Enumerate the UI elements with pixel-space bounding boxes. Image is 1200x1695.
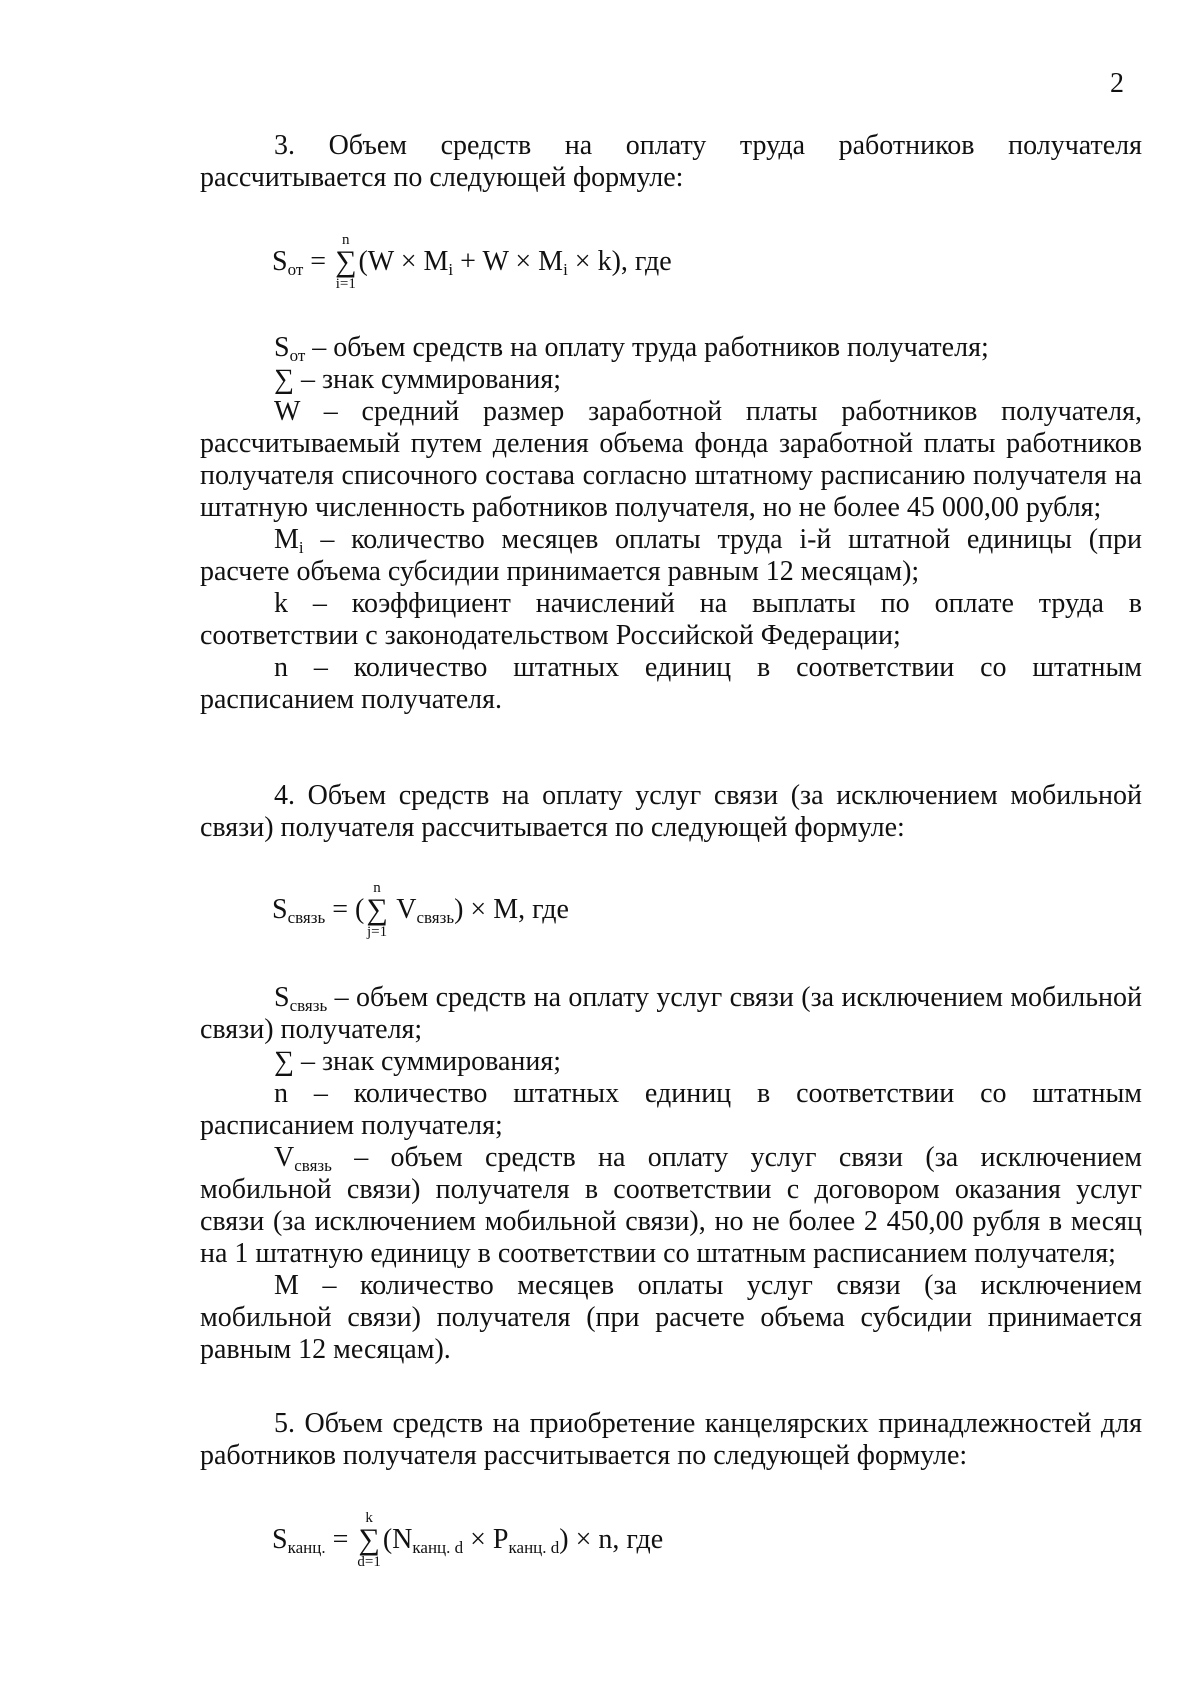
summation-sign: n ∑ j=1 <box>366 880 388 940</box>
definition: n – количество штатных единиц в соответствии со штатным расписанием получателя; <box>200 1078 1142 1141</box>
definition: $M_i$ – количество месяцев оплаты труда i-й штатной единицы (при расчете объема субсидии принимается равным 12 месяцам); <box>200 524 1142 587</box>
definition: $V_{связь}$ – объем средств на оплату услуг связи (за исключением мобильной связи) получателя в соответствии с договором оказания услуг связи (за исключением мобильной связи), но не более 2 450,00 рубля в месяц на 1 штатную единицу в соответствии со штатным расписанием получателя; <box>200 1142 1142 1269</box>
formula-equals: = <box>303 246 334 277</box>
section-3-intro <box>200 130 1142 194</box>
formula-4 <box>272 880 569 940</box>
definition: k – коэффициент начислений на выплаты по оплате труда в соответствии с законодательством Российской Федерации; <box>200 588 1142 651</box>
formula-lhs: $S_{от}$ <box>272 246 304 279</box>
definition: n – количество штатных единиц в соответствии со штатным расписанием получателя. <box>200 652 1142 715</box>
section-3-definitions <box>200 332 1142 716</box>
paragraph: 3. Объем средств на оплату труда работников получателя рассчитывается по следующей формуле: <box>200 130 1142 193</box>
summation-sign: k ∑ d=1 <box>357 1510 381 1570</box>
section-4-definitions <box>200 982 1142 1366</box>
page-number: 2 <box>1110 68 1124 99</box>
formula-lhs: $S_{канц.}$ <box>272 1524 326 1557</box>
formula-3 <box>272 232 672 292</box>
section-4-intro <box>200 780 1142 844</box>
summation-sign: n ∑ i=1 <box>335 232 357 292</box>
paragraph: 5. Объем средств на приобретение канцелярских принадлежностей для работников получателя рассчитывается по следующей формуле: <box>200 1408 1142 1471</box>
formula-lhs: $S_{связь}$ <box>272 894 326 927</box>
formula-body: $(W \times M_i + W \times M_i \times k)$, где <box>358 246 672 279</box>
definition: $S_{от}$ – объем средств на оплату труда работников получателя; <box>274 332 989 365</box>
definition: ∑ – знак суммирования; <box>274 364 562 395</box>
formula-body: $V_{связь}) \times M$, где <box>389 894 569 927</box>
section-5-intro <box>200 1408 1142 1472</box>
paragraph: 4. Объем средств на оплату услуг связи (за исключением мобильной связи) получателя рассчитывается по следующей формуле: <box>200 780 1142 843</box>
definition: ∑ – знак суммирования; <box>274 1046 562 1077</box>
definition: $S_{связь}$ – объем средств на оплату услуг связи (за исключением мобильной связи) получателя; <box>200 982 1142 1045</box>
formula-5 <box>272 1510 663 1570</box>
definition: W – средний размер заработной платы работников получателя, рассчитываемый путем деления объема фонда заработной платы работников получателя списочного состава согласно штатному расписанию получателя на штатную численность работников получателя, но не более 45 000,00 рубля; <box>200 396 1142 523</box>
formula-equals: = <box>325 1524 356 1555</box>
formula-body: $(N_{канц. d} \times P_{канц. d}) \times n$, где <box>382 1524 664 1557</box>
formula-equals: = ( <box>325 894 365 925</box>
definition: M – количество месяцев оплаты услуг связи (за исключением мобильной связи) получателя (при расчете объема субсидии принимается равным 12 месяцам). <box>200 1270 1142 1365</box>
